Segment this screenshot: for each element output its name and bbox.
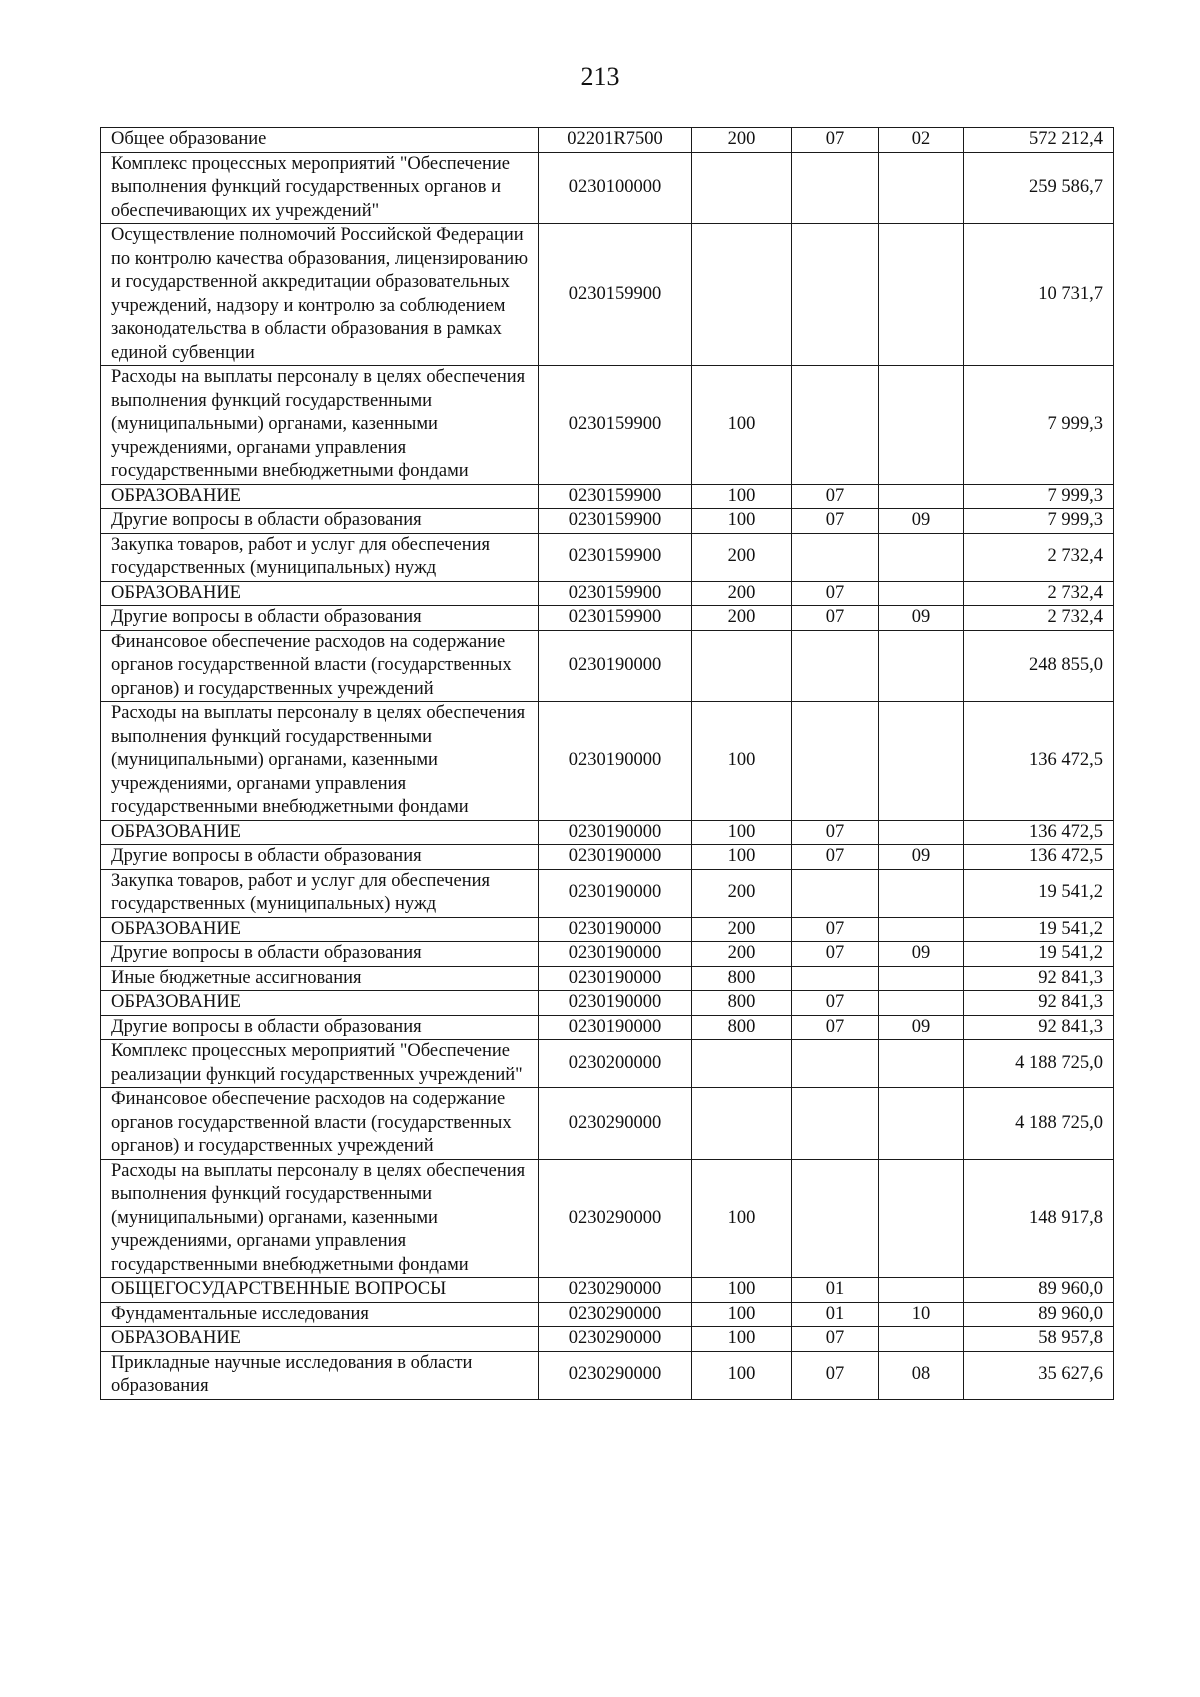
row-name-cell: Расходы на выплаты персоналу в целях обеспечения выполнения функций государственными (муниципальными) органами, казенными учреждениями, органами управления государственными внебюджетными фондами: [101, 702, 539, 821]
row-name-cell: ОБРАЗОВАНИЕ: [101, 917, 539, 942]
row-expense-type-cell: 200: [692, 128, 792, 153]
table-row: [101, 869, 1114, 917]
row-name-cell: ОБРАЗОВАНИЕ: [101, 484, 539, 509]
row-name-cell: ОБРАЗОВАНИЕ: [101, 1327, 539, 1352]
table-row: [101, 509, 1114, 534]
table-row: [101, 991, 1114, 1016]
row-name-cell: Фундаментальные исследования: [101, 1302, 539, 1327]
row-expense-type-cell: 200: [692, 942, 792, 967]
row-name-cell: ОБРАЗОВАНИЕ: [101, 820, 539, 845]
budget-table-body: [101, 128, 1114, 1400]
row-section-cell: [792, 1159, 879, 1278]
row-expense-type-cell: 200: [692, 606, 792, 631]
row-expense-type-cell: 100: [692, 509, 792, 534]
row-code-cell: 0230190000: [539, 869, 692, 917]
table-row: [101, 1040, 1114, 1088]
page-number: 213: [580, 62, 620, 91]
table-row: [101, 820, 1114, 845]
row-code-cell: 0230159900: [539, 484, 692, 509]
row-code-cell: 0230290000: [539, 1278, 692, 1303]
row-section-cell: 07: [792, 845, 879, 870]
row-subsection-cell: 10: [879, 1302, 964, 1327]
row-code-cell: 0230100000: [539, 152, 692, 224]
row-subsection-cell: [879, 152, 964, 224]
row-code-cell: 0230159900: [539, 509, 692, 534]
row-section-cell: [792, 966, 879, 991]
row-amount-cell: 89 960,0: [964, 1278, 1114, 1303]
row-amount-cell: 2 732,4: [964, 606, 1114, 631]
row-name-cell: ОБЩЕГОСУДАРСТВЕННЫЕ ВОПРОСЫ: [101, 1278, 539, 1303]
row-expense-type-cell: 100: [692, 702, 792, 821]
table-row: [101, 845, 1114, 870]
row-expense-type-cell: 200: [692, 869, 792, 917]
row-amount-cell: 4 188 725,0: [964, 1040, 1114, 1088]
table-row: [101, 606, 1114, 631]
row-code-cell: 0230159900: [539, 606, 692, 631]
row-name-cell: Финансовое обеспечение расходов на содержание органов государственной власти (государственных органов) и государственных учреждений: [101, 1088, 539, 1160]
row-expense-type-cell: 100: [692, 1351, 792, 1399]
row-name-cell: ОБРАЗОВАНИЕ: [101, 991, 539, 1016]
row-code-cell: 0230190000: [539, 702, 692, 821]
row-subsection-cell: [879, 484, 964, 509]
row-name-cell: Финансовое обеспечение расходов на содержание органов государственной власти (государственных органов) и государственных учреждений: [101, 630, 539, 702]
table-row: [101, 1327, 1114, 1352]
row-amount-cell: 10 731,7: [964, 224, 1114, 366]
row-subsection-cell: [879, 966, 964, 991]
row-subsection-cell: 08: [879, 1351, 964, 1399]
row-section-cell: [792, 224, 879, 366]
row-section-cell: 01: [792, 1278, 879, 1303]
row-section-cell: [792, 533, 879, 581]
row-code-cell: 0230159900: [539, 533, 692, 581]
table-row: [101, 630, 1114, 702]
table-row: [101, 533, 1114, 581]
row-expense-type-cell: 100: [692, 1302, 792, 1327]
row-section-cell: 07: [792, 1015, 879, 1040]
row-amount-cell: 4 188 725,0: [964, 1088, 1114, 1160]
row-code-cell: 0230190000: [539, 845, 692, 870]
table-row: [101, 484, 1114, 509]
row-section-cell: [792, 869, 879, 917]
row-section-cell: [792, 702, 879, 821]
row-section-cell: 07: [792, 991, 879, 1016]
row-amount-cell: 19 541,2: [964, 942, 1114, 967]
row-section-cell: [792, 366, 879, 485]
row-expense-type-cell: 100: [692, 1327, 792, 1352]
row-section-cell: 07: [792, 128, 879, 153]
row-expense-type-cell: [692, 224, 792, 366]
row-amount-cell: 148 917,8: [964, 1159, 1114, 1278]
table-row: [101, 366, 1114, 485]
row-section-cell: 07: [792, 1327, 879, 1352]
row-subsection-cell: 09: [879, 509, 964, 534]
row-name-cell: Иные бюджетные ассигнования: [101, 966, 539, 991]
row-amount-cell: 572 212,4: [964, 128, 1114, 153]
row-subsection-cell: [879, 869, 964, 917]
row-code-cell: 0230290000: [539, 1302, 692, 1327]
row-section-cell: [792, 152, 879, 224]
row-subsection-cell: 09: [879, 942, 964, 967]
table-row: [101, 152, 1114, 224]
row-name-cell: Другие вопросы в области образования: [101, 606, 539, 631]
row-code-cell: 0230190000: [539, 991, 692, 1016]
row-expense-type-cell: 800: [692, 966, 792, 991]
row-code-cell: 0230290000: [539, 1327, 692, 1352]
row-name-cell: Другие вопросы в области образования: [101, 942, 539, 967]
row-section-cell: 07: [792, 820, 879, 845]
table-row: [101, 942, 1114, 967]
row-subsection-cell: [879, 702, 964, 821]
table-row: [101, 1351, 1114, 1399]
row-subsection-cell: 02: [879, 128, 964, 153]
row-section-cell: 07: [792, 1351, 879, 1399]
row-amount-cell: 19 541,2: [964, 869, 1114, 917]
row-name-cell: Другие вопросы в области образования: [101, 1015, 539, 1040]
row-code-cell: 0230159900: [539, 581, 692, 606]
table-row: [101, 581, 1114, 606]
row-code-cell: 02201R7500: [539, 128, 692, 153]
row-subsection-cell: [879, 1278, 964, 1303]
row-amount-cell: 248 855,0: [964, 630, 1114, 702]
row-amount-cell: 136 472,5: [964, 820, 1114, 845]
row-amount-cell: 136 472,5: [964, 845, 1114, 870]
row-subsection-cell: 09: [879, 1015, 964, 1040]
row-subsection-cell: [879, 224, 964, 366]
row-name-cell: Расходы на выплаты персоналу в целях обеспечения выполнения функций государственными (муниципальными) органами, казенными учреждениями, органами управления государственными внебюджетными фондами: [101, 366, 539, 485]
row-section-cell: 07: [792, 606, 879, 631]
table-row: [101, 1088, 1114, 1160]
row-amount-cell: 58 957,8: [964, 1327, 1114, 1352]
row-amount-cell: 7 999,3: [964, 484, 1114, 509]
row-name-cell: Закупка товаров, работ и услуг для обеспечения государственных (муниципальных) нужд: [101, 869, 539, 917]
row-section-cell: 07: [792, 917, 879, 942]
row-section-cell: 07: [792, 509, 879, 534]
row-expense-type-cell: [692, 630, 792, 702]
row-subsection-cell: [879, 581, 964, 606]
table-row: [101, 966, 1114, 991]
table-row: [101, 128, 1114, 153]
row-code-cell: 0230200000: [539, 1040, 692, 1088]
row-name-cell: Осуществление полномочий Российской Федерации по контролю качества образования, лицензированию и государственной аккредитации образовательных учреждений, надзору и контролю за соблюдением законодательства в области образования в рамках единой субвенции: [101, 224, 539, 366]
row-subsection-cell: [879, 1327, 964, 1352]
row-amount-cell: 92 841,3: [964, 991, 1114, 1016]
row-expense-type-cell: 100: [692, 366, 792, 485]
table-row: [101, 224, 1114, 366]
row-section-cell: [792, 1040, 879, 1088]
budget-table: [100, 127, 1114, 1400]
row-subsection-cell: [879, 533, 964, 581]
row-amount-cell: 2 732,4: [964, 533, 1114, 581]
row-expense-type-cell: 200: [692, 533, 792, 581]
row-amount-cell: 19 541,2: [964, 917, 1114, 942]
row-subsection-cell: [879, 820, 964, 845]
row-name-cell: Общее образование: [101, 128, 539, 153]
row-subsection-cell: [879, 1088, 964, 1160]
row-expense-type-cell: 800: [692, 1015, 792, 1040]
row-name-cell: Закупка товаров, работ и услуг для обеспечения государственных (муниципальных) нужд: [101, 533, 539, 581]
row-subsection-cell: [879, 917, 964, 942]
row-code-cell: 0230159900: [539, 224, 692, 366]
row-code-cell: 0230290000: [539, 1351, 692, 1399]
table-row: [101, 1015, 1114, 1040]
row-code-cell: 0230190000: [539, 630, 692, 702]
row-section-cell: [792, 1088, 879, 1160]
row-code-cell: 0230190000: [539, 966, 692, 991]
row-expense-type-cell: 200: [692, 581, 792, 606]
table-row: [101, 702, 1114, 821]
row-section-cell: 07: [792, 484, 879, 509]
row-code-cell: 0230190000: [539, 917, 692, 942]
row-subsection-cell: [879, 366, 964, 485]
row-subsection-cell: [879, 991, 964, 1016]
row-code-cell: 0230190000: [539, 1015, 692, 1040]
row-expense-type-cell: [692, 152, 792, 224]
row-subsection-cell: [879, 1040, 964, 1088]
row-amount-cell: 136 472,5: [964, 702, 1114, 821]
row-subsection-cell: 09: [879, 606, 964, 631]
row-expense-type-cell: 100: [692, 484, 792, 509]
row-code-cell: 0230190000: [539, 820, 692, 845]
row-name-cell: Другие вопросы в области образования: [101, 845, 539, 870]
row-subsection-cell: [879, 630, 964, 702]
row-amount-cell: 7 999,3: [964, 366, 1114, 485]
row-subsection-cell: [879, 1159, 964, 1278]
row-expense-type-cell: 100: [692, 1278, 792, 1303]
row-expense-type-cell: 800: [692, 991, 792, 1016]
row-section-cell: 07: [792, 942, 879, 967]
row-expense-type-cell: 100: [692, 1159, 792, 1278]
row-code-cell: 0230290000: [539, 1088, 692, 1160]
row-expense-type-cell: [692, 1040, 792, 1088]
row-amount-cell: 92 841,3: [964, 966, 1114, 991]
row-amount-cell: 35 627,6: [964, 1351, 1114, 1399]
row-expense-type-cell: 200: [692, 917, 792, 942]
row-amount-cell: 92 841,3: [964, 1015, 1114, 1040]
row-code-cell: 0230159900: [539, 366, 692, 485]
row-expense-type-cell: 100: [692, 820, 792, 845]
table-row: [101, 1159, 1114, 1278]
row-code-cell: 0230290000: [539, 1159, 692, 1278]
row-name-cell: Расходы на выплаты персоналу в целях обеспечения выполнения функций государственными (муниципальными) органами, казенными учреждениями, органами управления государственными внебюджетными фондами: [101, 1159, 539, 1278]
row-section-cell: 01: [792, 1302, 879, 1327]
row-name-cell: Прикладные научные исследования в области образования: [101, 1351, 539, 1399]
row-name-cell: Комплекс процессных мероприятий "Обеспечение реализации функций государственных учреждений": [101, 1040, 539, 1088]
row-subsection-cell: 09: [879, 845, 964, 870]
row-code-cell: 0230190000: [539, 942, 692, 967]
row-amount-cell: 89 960,0: [964, 1302, 1114, 1327]
row-section-cell: [792, 630, 879, 702]
row-name-cell: Другие вопросы в области образования: [101, 509, 539, 534]
row-amount-cell: 7 999,3: [964, 509, 1114, 534]
row-expense-type-cell: 100: [692, 845, 792, 870]
row-amount-cell: 259 586,7: [964, 152, 1114, 224]
table-row: [101, 917, 1114, 942]
table-row: [101, 1302, 1114, 1327]
row-amount-cell: 2 732,4: [964, 581, 1114, 606]
row-name-cell: ОБРАЗОВАНИЕ: [101, 581, 539, 606]
row-expense-type-cell: [692, 1088, 792, 1160]
row-section-cell: 07: [792, 581, 879, 606]
table-row: [101, 1278, 1114, 1303]
row-name-cell: Комплекс процессных мероприятий "Обеспечение выполнения функций государственных органов и обеспечивающих их учреждений": [101, 152, 539, 224]
